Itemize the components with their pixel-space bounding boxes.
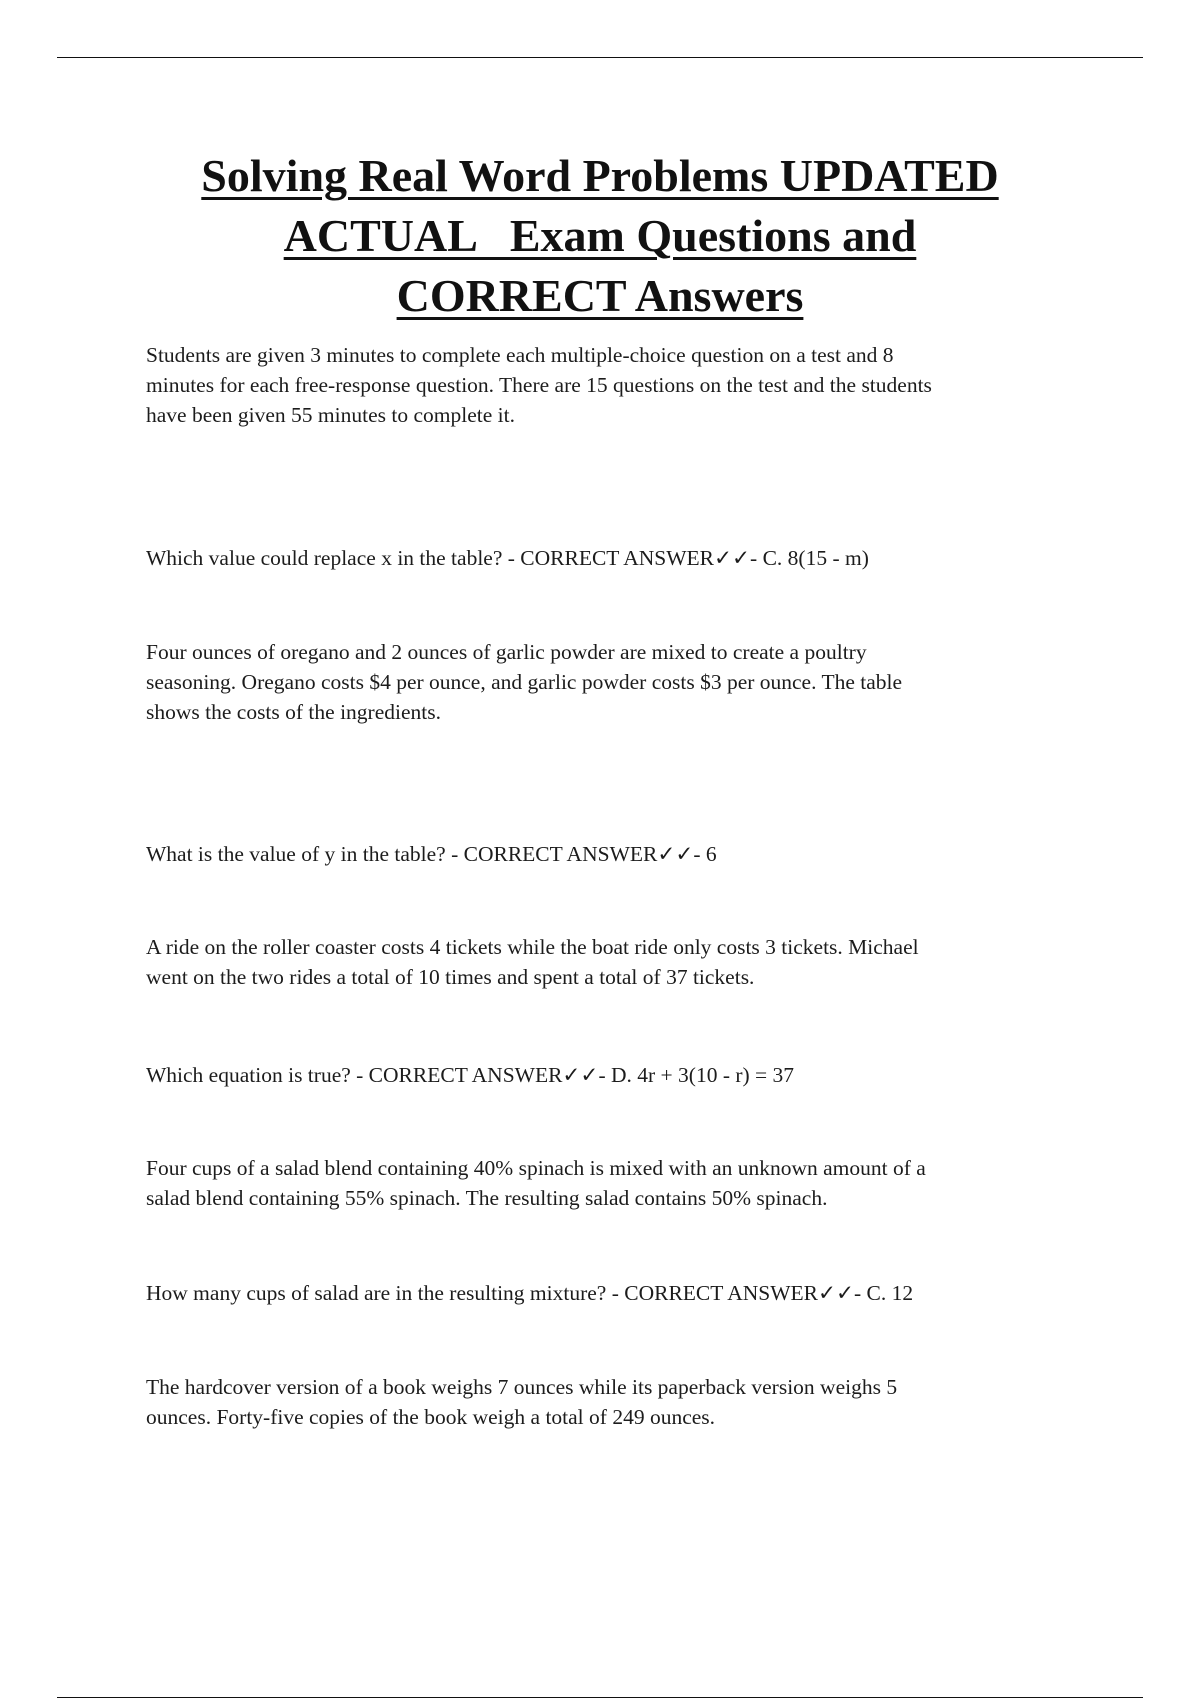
- scenario-paragraph-4: Four cups of a salad blend containing 40% spinach is mixed with an unknown amount of a salad blend containing 55% spinach. The resulting salad contains 50% spinach.: [146, 1156, 926, 1210]
- scenario-paragraph-2: Four ounces of oregano and 2 ounces of garlic powder are mixed to create a poultry seasoning. Oregano costs $4 per ounce, and garlic powder costs $3 per ounce. The table shows the costs of the ingredients.: [146, 640, 903, 724]
- scenario-paragraph-1: Students are given 3 minutes to complete each multiple-choice question on a test and 8 minutes for each free-response question. There are 15 questions on the test and the students have been given 55 minutes to complete it.: [146, 343, 932, 427]
- question-answer-1: Which value could replace x in the table? - CORRECT ANSWER✓✓- C. 8(15 - m): [146, 546, 869, 570]
- question-answer-4: How many cups of salad are in the resulting mixture? - CORRECT ANSWER✓✓- C. 12: [146, 1281, 914, 1305]
- scenario-paragraph-5: The hardcover version of a book weighs 7 ounces while its paperback version weighs 5 ounces. Forty-five copies of the book weigh a total of 249 ounces.: [146, 1375, 898, 1429]
- title-line-2: ACTUAL Exam Questions and: [283, 210, 917, 261]
- scenario-paragraph-3: A ride on the roller coaster costs 4 tickets while the boat ride only costs 3 tickets. Michael went on the two rides a total of 10 times and spent a total of 37 tickets.: [146, 935, 919, 989]
- title-line-1: Solving Real Word Problems UPDATED: [201, 150, 999, 201]
- header-rule: [57, 57, 1143, 58]
- document-title: [100, 146, 1100, 326]
- title-line-3: CORRECT Answers: [396, 270, 804, 321]
- question-answer-2: What is the value of y in the table? - CORRECT ANSWER✓✓- 6: [146, 842, 717, 866]
- footer-rule: [57, 1697, 1143, 1698]
- question-answer-3: Which equation is true? - CORRECT ANSWER✓✓- D. 4r + 3(10 - r) = 37: [146, 1063, 795, 1087]
